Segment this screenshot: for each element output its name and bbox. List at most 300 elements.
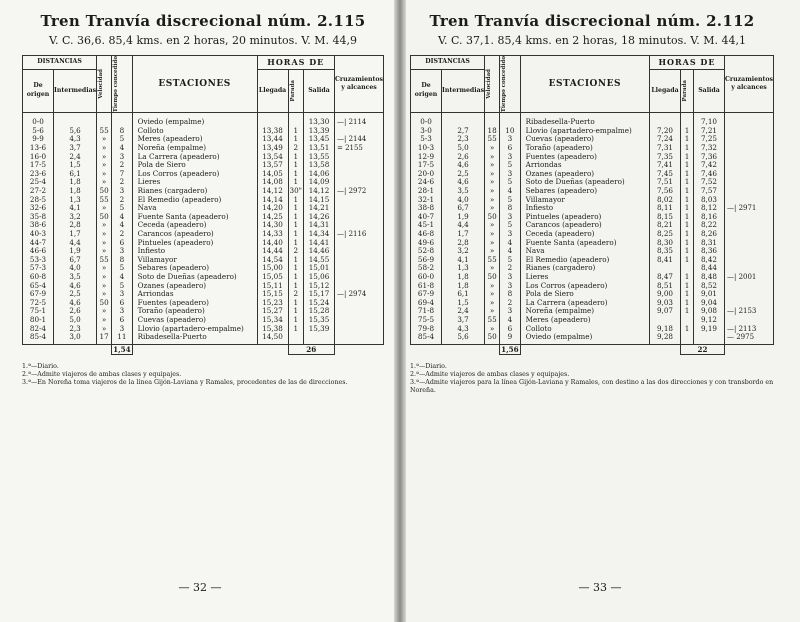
parada: 30" <box>289 186 302 195</box>
tiempo: 6 <box>112 239 133 248</box>
intermedias-header: Intermedias <box>442 69 485 113</box>
llegada: 8,25 <box>649 230 680 239</box>
km-origen: 75-5 <box>411 316 442 325</box>
llegada: 9,03 <box>649 299 680 308</box>
station-name: Ozanes (apeadero) <box>520 170 649 179</box>
km-intermedia: 1,8 <box>54 187 97 196</box>
km-intermedia: 3,7 <box>54 144 97 153</box>
cruzamiento <box>334 282 383 291</box>
tiempo: 5 <box>500 161 521 170</box>
velocidad: 18 <box>485 127 500 136</box>
tiempo: 10 <box>500 127 521 136</box>
salida: 8,42 <box>693 256 724 265</box>
velocidad: » <box>485 221 500 230</box>
station-name: Noreña (empalme) <box>520 307 649 316</box>
km-origen: 56-9 <box>411 256 442 265</box>
km-origen: 52-8 <box>411 247 442 256</box>
salida: 15,06 <box>303 273 334 282</box>
km-origen: 38-8 <box>411 204 442 213</box>
velocidad: » <box>97 221 112 230</box>
parada <box>680 113 693 127</box>
station-name: La Carrera (apeadero) <box>132 153 257 162</box>
velocidad: » <box>97 264 112 273</box>
velocidad: » <box>485 204 500 213</box>
cruzamiento <box>724 196 773 205</box>
cruzamiento: —| 2144 <box>334 135 383 144</box>
km-intermedia: 5,6 <box>442 333 485 344</box>
cruzamiento: —| 2153 <box>724 307 773 316</box>
velocidad: 55 <box>485 135 500 144</box>
cruzamiento <box>334 170 383 179</box>
cruzamiento <box>724 178 773 187</box>
cruzamiento: —| 2113 <box>724 325 773 334</box>
parada: 1 <box>288 230 303 239</box>
llegada: 14,05 <box>257 170 288 179</box>
velocidad: » <box>97 153 112 162</box>
llegada: 7,56 <box>649 187 680 196</box>
km-origen: 5-6 <box>23 127 54 136</box>
km-origen: 44-7 <box>23 239 54 248</box>
km-origen: 58-2 <box>411 264 442 273</box>
parada: 1 <box>288 196 303 205</box>
km-intermedia: 2,6 <box>442 153 485 162</box>
right-footnotes <box>410 363 774 395</box>
km-intermedia: 3,5 <box>54 273 97 282</box>
tiempo: 4 <box>112 273 133 282</box>
llegada: 14,14 <box>257 196 288 205</box>
cruzamiento <box>334 299 383 308</box>
total-stops: 22 <box>680 344 724 355</box>
cruzamiento <box>724 256 773 265</box>
km-intermedia: 4,4 <box>54 239 97 248</box>
station-name: Soto de Dueñas (apeadero) <box>132 273 257 282</box>
salida-header: Salida <box>303 69 334 113</box>
km-origen: 23-6 <box>23 170 54 179</box>
cruzamiento <box>334 178 383 187</box>
km-intermedia: 4,0 <box>54 264 97 273</box>
cruzamiento <box>724 113 773 127</box>
station-name: Fuentes (apeadero) <box>520 153 649 162</box>
velocidad: 55 <box>97 196 112 205</box>
footnote: 1.ª—Diario. <box>410 363 447 371</box>
velocidad: » <box>97 161 112 170</box>
velocidad: » <box>485 170 500 179</box>
llegada: 14,25 <box>257 213 288 222</box>
tiempo: 3 <box>500 153 521 162</box>
cruzamiento <box>334 204 383 213</box>
salida: 9,04 <box>693 299 724 308</box>
llegada: 9,18 <box>649 325 680 334</box>
km-intermedia <box>54 113 97 127</box>
km-origen: 28-1 <box>411 187 442 196</box>
llegada: 8,51 <box>649 282 680 291</box>
salida: 14,21 <box>303 204 334 213</box>
tiempo: 5 <box>500 196 521 205</box>
llegada-header: Llegada <box>649 69 680 113</box>
tiempo: 3 <box>112 325 133 334</box>
station-name: Los Corros (apeadero) <box>132 170 257 179</box>
velocidad: 50 <box>485 213 500 222</box>
km-origen: 75-1 <box>23 307 54 316</box>
km-origen: 0-0 <box>411 113 442 127</box>
km-intermedia: 2,5 <box>54 290 97 299</box>
station-name: Ribadesella-Puerto <box>132 333 257 344</box>
station-name: Cuevas (apeadero) <box>520 135 649 144</box>
tiempo: 2 <box>112 196 133 205</box>
cruzamiento <box>334 273 383 282</box>
salida: 7,32 <box>693 144 724 153</box>
km-intermedia: 2,3 <box>54 325 97 334</box>
km-origen: 17-5 <box>411 161 442 170</box>
table-row <box>411 113 774 127</box>
origen-header: De origen <box>411 69 442 113</box>
parada: 1 <box>288 316 303 325</box>
salida: 7,10 <box>693 113 724 127</box>
km-intermedia: 5,6 <box>54 127 97 136</box>
station-name: Ribadesella-Puerto <box>520 113 649 127</box>
km-origen: 57-3 <box>23 264 54 273</box>
tiempo: 3 <box>112 290 133 299</box>
cruzamiento <box>334 221 383 230</box>
cruzamiento <box>724 161 773 170</box>
station-name: Llovio (apartadero-empalme) <box>132 325 257 334</box>
tiempo: 3 <box>500 170 521 179</box>
station-name: Sebares (apeadero) <box>520 187 649 196</box>
cruzamientos-header: Cruzamientos y alcances <box>334 56 383 113</box>
parada: 1 <box>680 178 693 187</box>
salida: 14,46 <box>303 247 334 256</box>
km-origen: 49-6 <box>411 239 442 248</box>
station-name: Ceceda (apeadero) <box>520 230 649 239</box>
llegada: 13,49 <box>257 144 288 153</box>
parada: 1 <box>680 144 693 153</box>
left-footnotes <box>22 363 384 387</box>
llegada: 8,41 <box>649 256 680 265</box>
cruzamiento <box>724 153 773 162</box>
tiempo: 4 <box>500 247 521 256</box>
station-name: Nava <box>132 204 257 213</box>
horas-header: HORAS DE <box>649 56 724 70</box>
parada: 1 <box>288 282 303 291</box>
tiempo: 4 <box>500 187 521 196</box>
station-name: Lieres <box>132 178 257 187</box>
station-name: La Carrera (apeadero) <box>520 299 649 308</box>
velocidad: » <box>485 282 500 291</box>
velocidad: » <box>97 170 112 179</box>
left-timetable <box>22 55 384 355</box>
cruzamiento <box>334 127 383 136</box>
llegada: 7,31 <box>649 144 680 153</box>
velocidad: » <box>485 290 500 299</box>
salida: 7,36 <box>693 153 724 162</box>
cruzamiento <box>334 307 383 316</box>
station-name: Infiesto <box>132 247 257 256</box>
salida: 13,45 <box>303 135 334 144</box>
cruzamiento <box>334 325 383 334</box>
tiempo: 3 <box>500 135 521 144</box>
llegada: 13,38 <box>257 127 288 136</box>
parada: 1 <box>288 135 303 144</box>
cruzamiento <box>724 221 773 230</box>
parada: 1 <box>680 135 693 144</box>
km-intermedia: 4,6 <box>442 178 485 187</box>
llegada: 7,24 <box>649 135 680 144</box>
parada: 1 <box>680 247 693 256</box>
tiempo: 8 <box>500 290 521 299</box>
cruzamiento: = 2155 <box>334 144 383 153</box>
right-title: Tren Tranvía discrecional núm. 2.112 <box>429 12 755 30</box>
km-origen: 53-3 <box>23 256 54 265</box>
right-page <box>400 0 800 622</box>
km-origen: 67-9 <box>411 290 442 299</box>
salida: 8,26 <box>693 230 724 239</box>
velocidad: 50 <box>97 187 112 196</box>
km-origen: 60-8 <box>23 273 54 282</box>
tiempo: 5 <box>112 204 133 213</box>
salida: 7,25 <box>693 135 724 144</box>
km-origen: 79-8 <box>411 325 442 334</box>
right-timetable <box>410 55 774 355</box>
cruzamiento <box>334 239 383 248</box>
km-intermedia: 4,6 <box>54 282 97 291</box>
velocidad: 17 <box>97 333 112 344</box>
km-origen: 9-9 <box>23 135 54 144</box>
left-table-body <box>23 113 384 344</box>
velocidad: » <box>485 307 500 316</box>
llegada: 9,07 <box>649 307 680 316</box>
llegada-header: Llegada <box>257 69 288 113</box>
velocidad: » <box>485 299 500 308</box>
llegada: 14,44 <box>257 247 288 256</box>
velocidad-header: Velocidad <box>98 69 105 99</box>
km-intermedia <box>442 113 485 127</box>
tiempo: 5 <box>112 264 133 273</box>
parada: 1 <box>680 230 693 239</box>
total-time: 1,54 <box>113 344 131 354</box>
km-origen: 82-4 <box>23 325 54 334</box>
station-name: Los Corros (apeadero) <box>520 282 649 291</box>
cruzamiento: —| 2972 <box>334 187 383 196</box>
llegada: 9,28 <box>649 333 680 344</box>
parada: 1 <box>680 282 693 291</box>
tiempo: 3 <box>500 230 521 239</box>
parada <box>680 333 693 344</box>
velocidad: » <box>97 273 112 282</box>
parada-header: Parada <box>289 80 296 102</box>
km-origen: 46-8 <box>411 230 442 239</box>
llegada: 13,44 <box>257 135 288 144</box>
llegada: 7,20 <box>649 127 680 136</box>
salida: 8,52 <box>693 282 724 291</box>
velocidad: » <box>485 325 500 334</box>
llegada: 14,40 <box>257 239 288 248</box>
km-intermedia: 1,8 <box>442 282 485 291</box>
km-origen: 3-0 <box>411 127 442 136</box>
cruzamiento <box>724 230 773 239</box>
velocidad: » <box>485 196 500 205</box>
parada: 1 <box>680 196 693 205</box>
parada: 2 <box>288 290 303 299</box>
tiempo: 3 <box>500 307 521 316</box>
salida: 14,06 <box>303 170 334 179</box>
salida: 9,08 <box>693 307 724 316</box>
salida: 15,28 <box>303 307 334 316</box>
salida: 13,58 <box>303 161 334 170</box>
cruzamiento <box>334 333 383 344</box>
llegada: 14,08 <box>257 178 288 187</box>
parada-header: Parada <box>681 80 688 102</box>
km-origen: 35-8 <box>23 213 54 222</box>
station-name: Carancos (apeadero) <box>520 221 649 230</box>
llegada: 14,54 <box>257 256 288 265</box>
salida: 8,12 <box>693 204 724 213</box>
llegada: 13,57 <box>257 161 288 170</box>
parada: 1 <box>680 273 693 282</box>
tiempo: 3 <box>500 282 521 291</box>
llegada: 15,15 <box>257 290 288 299</box>
salida: 8,36 <box>693 247 724 256</box>
tiempo <box>500 113 521 127</box>
parada: 1 <box>288 170 303 179</box>
left-page-number: — 32 — <box>178 581 222 594</box>
parada: 1 <box>288 273 303 282</box>
velocidad: » <box>97 230 112 239</box>
parada: 2 <box>288 144 303 153</box>
parada: 1 <box>288 307 303 316</box>
km-origen: 85-4 <box>23 333 54 344</box>
parada: 1 <box>288 204 303 213</box>
right-page-number: — 33 — <box>578 581 622 594</box>
table-row <box>23 333 384 344</box>
cruzamiento <box>334 264 383 273</box>
km-origen: 5-3 <box>411 135 442 144</box>
velocidad: » <box>97 290 112 299</box>
cruzamiento <box>724 290 773 299</box>
km-origen: 10-3 <box>411 144 442 153</box>
velocidad: 50 <box>485 333 500 344</box>
tiempo: 2 <box>112 178 133 187</box>
cruzamiento: — 2975 <box>724 333 773 344</box>
station-name: Rianes (cargadero) <box>132 187 257 196</box>
km-origen: 69-4 <box>411 299 442 308</box>
tiempo: 7 <box>112 170 133 179</box>
llegada: 9,00 <box>649 290 680 299</box>
llegada: 7,35 <box>649 153 680 162</box>
salida: 14,09 <box>303 178 334 187</box>
parada: 1 <box>288 299 303 308</box>
station-name: Villamayor <box>520 196 649 205</box>
cruzamiento <box>724 316 773 325</box>
velocidad <box>97 113 112 127</box>
salida: 13,39 <box>303 127 334 136</box>
km-origen: 16-0 <box>23 153 54 162</box>
station-name: Llovio (apartadero-empalme) <box>520 127 649 136</box>
salida: 14,34 <box>303 230 334 239</box>
parada: 1 <box>680 325 693 334</box>
cruzamiento <box>334 153 383 162</box>
parada: 1 <box>680 187 693 196</box>
km-intermedia: 5,0 <box>442 144 485 153</box>
km-intermedia: 3,0 <box>54 333 97 344</box>
velocidad: » <box>485 161 500 170</box>
salida: 14,26 <box>303 213 334 222</box>
left-subtitle: V. C. 36,6. 85,4 kms. en 2 horas, 20 minutos. V. M. 44,9 <box>48 34 358 47</box>
tiempo-header: Tiempo concedido <box>113 56 120 113</box>
salida: 7,52 <box>693 178 724 187</box>
llegada: 14,20 <box>257 204 288 213</box>
station-name: Arriondas <box>132 290 257 299</box>
tiempo: 9 <box>500 333 521 344</box>
station-name: Toraño (apeadero) <box>132 307 257 316</box>
cruzamiento <box>334 161 383 170</box>
tiempo: 2 <box>500 264 521 273</box>
parada: 1 <box>288 264 303 273</box>
parada: 1 <box>288 325 303 334</box>
llegada: 8,35 <box>649 247 680 256</box>
km-origen: 24-6 <box>411 178 442 187</box>
velocidad: » <box>97 204 112 213</box>
cruzamiento <box>724 127 773 136</box>
km-origen: 46-6 <box>23 247 54 256</box>
parada: 1 <box>680 307 693 316</box>
tiempo: 5 <box>500 256 521 265</box>
tiempo: 6 <box>112 299 133 308</box>
cruzamientos-header: Cruzamientos y alcances <box>724 56 773 113</box>
velocidad: » <box>97 178 112 187</box>
velocidad: 55 <box>485 256 500 265</box>
tiempo: 3 <box>112 187 133 196</box>
tiempo: 3 <box>500 273 521 282</box>
km-origen: 65-4 <box>23 282 54 291</box>
llegada: 15,11 <box>257 282 288 291</box>
parada: 1 <box>680 161 693 170</box>
footnote: 2.ª—Admite viajeros de ambas clases y equipajes. <box>22 371 182 379</box>
velocidad <box>485 113 500 127</box>
table-row <box>411 333 774 344</box>
station-name: Rianes (cargadero) <box>520 264 649 273</box>
footnote: 1.ª—Diario. <box>22 363 59 371</box>
book-gutter <box>394 0 406 622</box>
station-name: Toraño (apeadero) <box>520 144 649 153</box>
parada: 1 <box>680 290 693 299</box>
velocidad: » <box>485 178 500 187</box>
parada: 1 <box>288 127 303 136</box>
velocidad: » <box>485 264 500 273</box>
km-intermedia: 6,1 <box>442 290 485 299</box>
llegada: 8,11 <box>649 204 680 213</box>
parada: 1 <box>680 299 693 308</box>
station-name: Fuente Santa (apeadero) <box>520 239 649 248</box>
salida: 8,31 <box>693 239 724 248</box>
velocidad: » <box>97 239 112 248</box>
km-intermedia: 4,3 <box>442 325 485 334</box>
km-origen: 13-6 <box>23 144 54 153</box>
km-origen: 85-4 <box>411 333 442 344</box>
right-table-body <box>411 113 774 344</box>
left-title: Tren Tranvía discrecional núm. 2.115 <box>40 12 366 30</box>
km-origen: 67-9 <box>23 290 54 299</box>
parada: 1 <box>680 127 693 136</box>
station-name: Fuente Santa (apeadero) <box>132 213 257 222</box>
tiempo: 2 <box>112 230 133 239</box>
salida: 13,55 <box>303 153 334 162</box>
km-intermedia: 2,6 <box>54 307 97 316</box>
llegada: 8,21 <box>649 221 680 230</box>
salida: 15,12 <box>303 282 334 291</box>
km-origen: 28-5 <box>23 196 54 205</box>
parada <box>288 113 303 127</box>
velocidad: 50 <box>97 299 112 308</box>
